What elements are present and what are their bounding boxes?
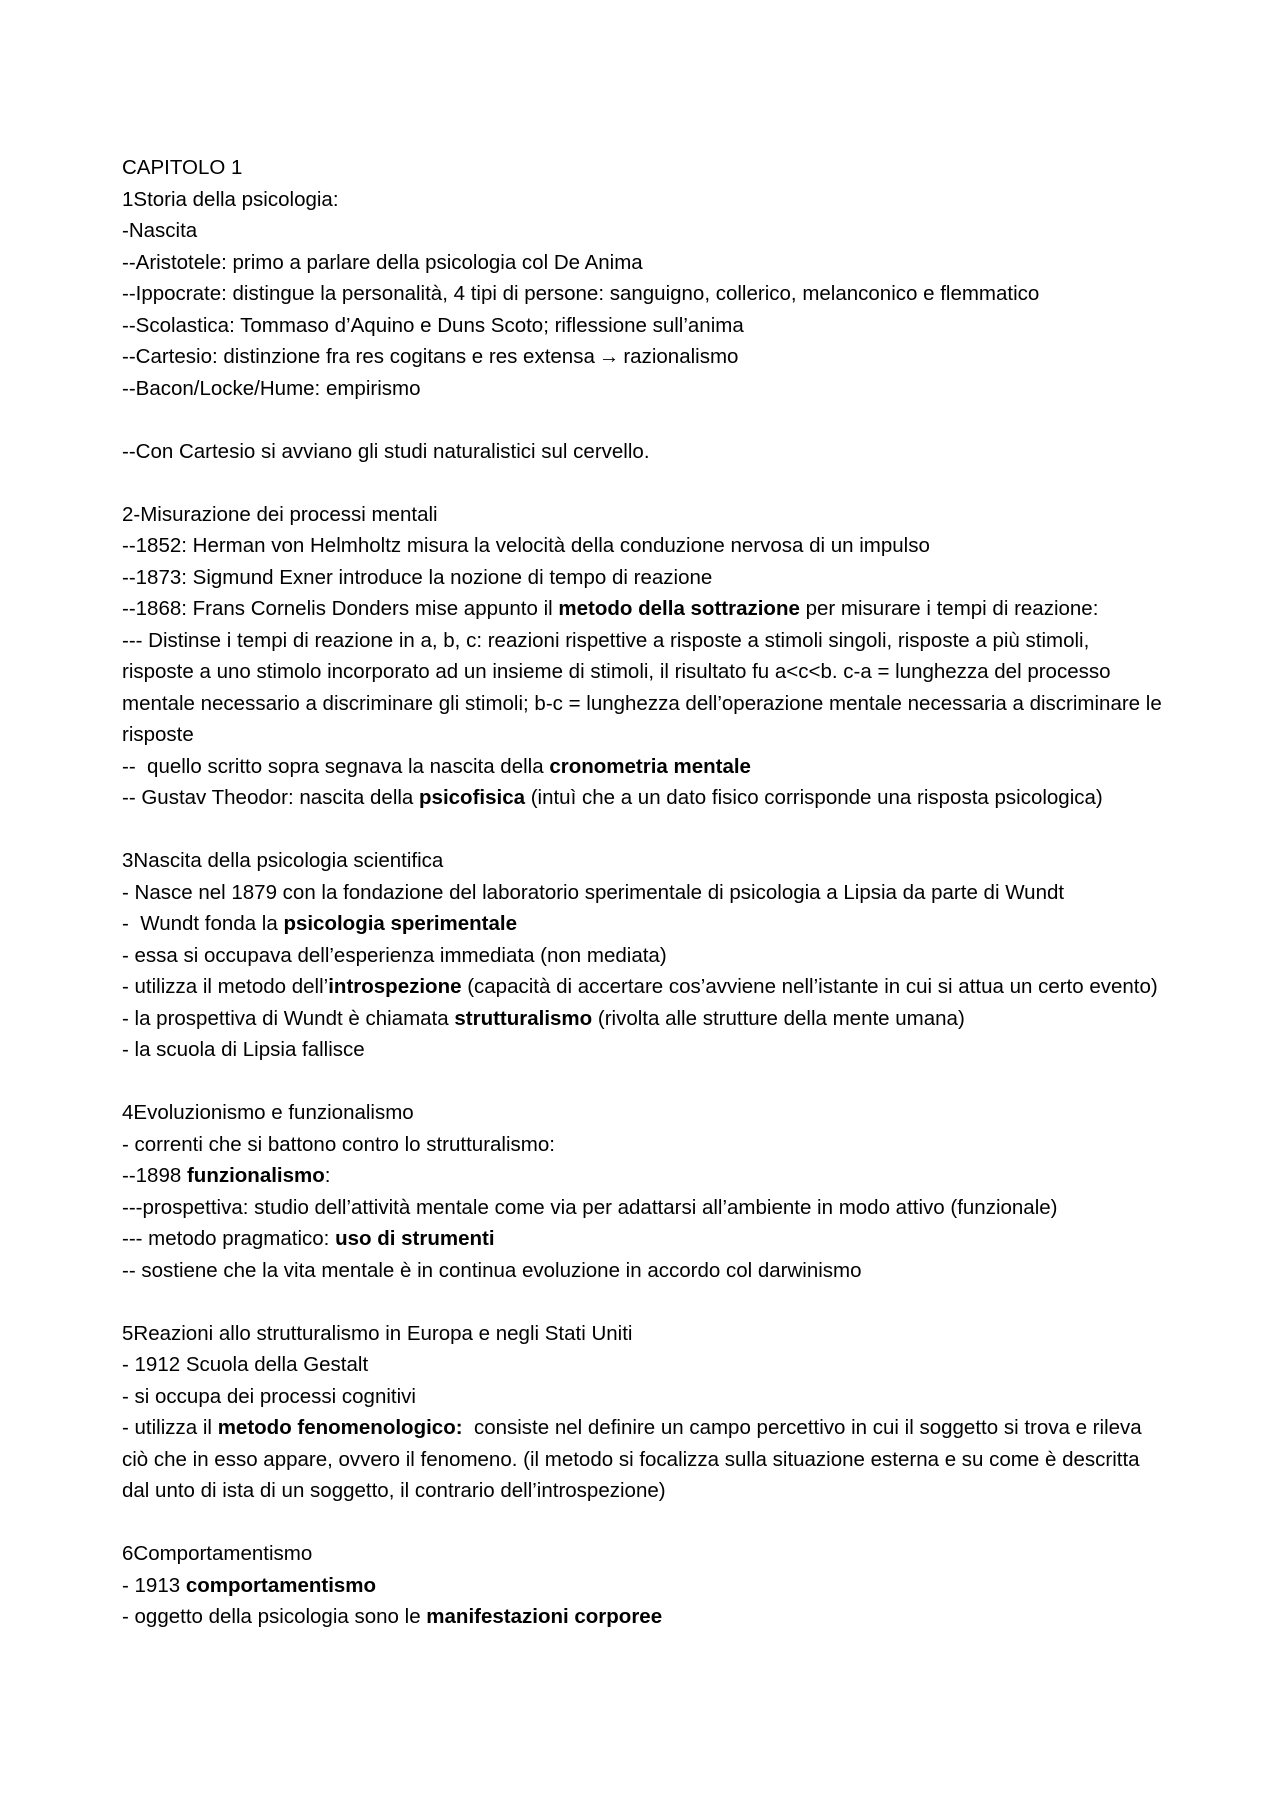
list-item [122,908,1162,940]
bold-term: psicologia sperimentale [283,912,517,935]
list-item-text: -- quello scritto sopra segnava la nascita della [122,754,550,778]
list-item-text: consiste nel definire un campo percettivo in cui il soggetto si trova e rileva ciò che in esso appare, ovvero il fenomeno. (il metodo si focalizza sulla situazione esterna e su come è descritta dal unto di ista di un soggetto, il contrario dell’introspezione) [122,1416,1148,1502]
list-item-text: --- metodo pragmatico: [122,1227,336,1250]
list-item-text: per misurare i tempi di reazione: [799,597,1099,620]
list-item-text: (intuì che a un dato fisico corrisponde una risposta psicologica) [525,786,1103,809]
chapter-title: CAPITOLO 1 [122,156,243,179]
list-item [122,1160,1162,1192]
list-item: - correnti che si battono contro lo strutturalismo: [122,1132,555,1156]
bold-term: introspezione [328,975,462,998]
spacer [122,404,1162,436]
list-item: - essa si occupava dell’esperienza immediata (non mediata) [122,943,667,967]
bold-term: cronometria mentale [549,754,751,778]
list-item-text: --1868: Frans Cornelis Donders mise appunto il [122,597,559,620]
spacer [122,1507,1162,1539]
list-item [122,1223,1162,1255]
list-item-text: razionalismo [623,345,739,368]
list-item: --Con Cartesio si avviano gli studi naturalistici sul cervello. [122,439,650,463]
bold-term: manifestazioni corporee [426,1605,663,1628]
list-item: -- sostiene che la vita mentale è in continua evoluzione in accordo col darwinismo [122,1258,862,1282]
list-item-text: --Cartesio: distinzione fra res cogitans e res extensa [122,345,595,368]
section-3-heading: 3Nascita della psicologia scientifica [122,849,444,872]
list-item [122,1003,1162,1035]
bold-term: funzionalismo [186,1164,325,1187]
spacer [122,1066,1162,1098]
bold-term: strutturalismo [454,1006,593,1030]
bold-term: metodo fenomenologico: [217,1416,463,1439]
list-item: - 1912 Scuola della Gestalt [122,1353,369,1376]
bold-term: psicofisica [419,786,525,809]
list-item-text: - utilizza il [122,1416,218,1439]
list-item: -Nascita [122,219,198,242]
arrow-right-icon: → [598,345,620,368]
list-item: - Nasce nel 1879 con la fondazione del laboratorio sperimentale di psicologia a Lipsia da parte di Wundt [122,880,1065,904]
list-item: --1852: Herman von Helmholtz misura la velocità della conduzione nervosa di un impulso [122,534,930,557]
spacer [122,467,1162,499]
bold-term: metodo della sottrazione [558,597,800,620]
list-item-text: -- Gustav Theodor: nascita della [122,786,420,809]
list-item-text: - 1913 [122,1573,186,1597]
list-item [122,751,1162,783]
document-body [122,152,1162,1633]
list-item-text: - oggetto della psicologia sono le [122,1605,427,1628]
list-item [122,782,1162,814]
section-2-heading: 2-Misurazione dei processi mentali [122,502,438,526]
list-item: - la scuola di Lipsia fallisce [122,1038,365,1061]
section-1-heading: 1Storia della psicologia: [122,187,339,211]
list-item: --Scolastica: Tommaso d’Aquino e Duns Scoto; riflessione sull’anima [122,313,744,337]
list-item: ---prospettiva: studio dell’attività mentale come via per adattarsi all’ambiente in modo attivo (funzionale) [122,1195,1058,1219]
list-item-text: - utilizza il metodo dell’ [122,975,329,998]
list-item-text: --1898 [122,1164,187,1187]
list-item: - si occupa dei processi cognitivi [122,1384,416,1408]
paragraph [122,1412,1162,1507]
bold-term: comportamentismo [185,1573,377,1597]
list-item-text: - Wundt fonda la [122,912,284,935]
spacer [122,1286,1162,1318]
list-item [122,1570,1162,1602]
list-item-text: : [324,1164,331,1187]
list-item [122,593,1162,625]
paragraph: --- Distinse i tempi di reazione in a, b, c: reazioni rispettive a risposte a stimoli singoli, risposte a più stimoli, risposte a uno stimolo incorporato ad un insieme di stimoli, il risultato fu a<c<b. c-a = lunghezza del processo mentale necessario a discriminare gli stimoli; b-c = lunghezza dell’operazione mentale necessaria a discriminare le risposte [122,628,1162,746]
list-item [122,341,1162,373]
section-4-heading: 4Evoluzionismo e funzionalismo [122,1101,414,1124]
list-item: --1873: Sigmund Exner introduce la nozione di tempo di reazione [122,565,713,589]
spacer [122,814,1162,846]
list-item: --Bacon/Locke/Hume: empirismo [122,376,421,400]
list-item [122,1601,1162,1633]
paragraph [122,971,1162,1003]
section-5-heading: 5Reazioni allo strutturalismo in Europa e negli Stati Uniti [122,1321,633,1345]
list-item-text: - la prospettiva di Wundt è chiamata [122,1006,455,1030]
list-item: --Ippocrate: distingue la personalità, 4 tipi di persone: sanguigno, collerico, melanconico e flemmatico [122,282,1040,305]
section-6-heading: 6Comportamentismo [122,1542,313,1565]
bold-term: uso di strumenti [335,1227,495,1250]
list-item: --Aristotele: primo a parlare della psicologia col De Anima [122,250,643,274]
list-item-text: (capacità di accertare cos’avviene nell’istante in cui si attua un certo evento) [461,975,1158,998]
list-item-text: (rivolta alle strutture della mente umana) [592,1006,965,1030]
